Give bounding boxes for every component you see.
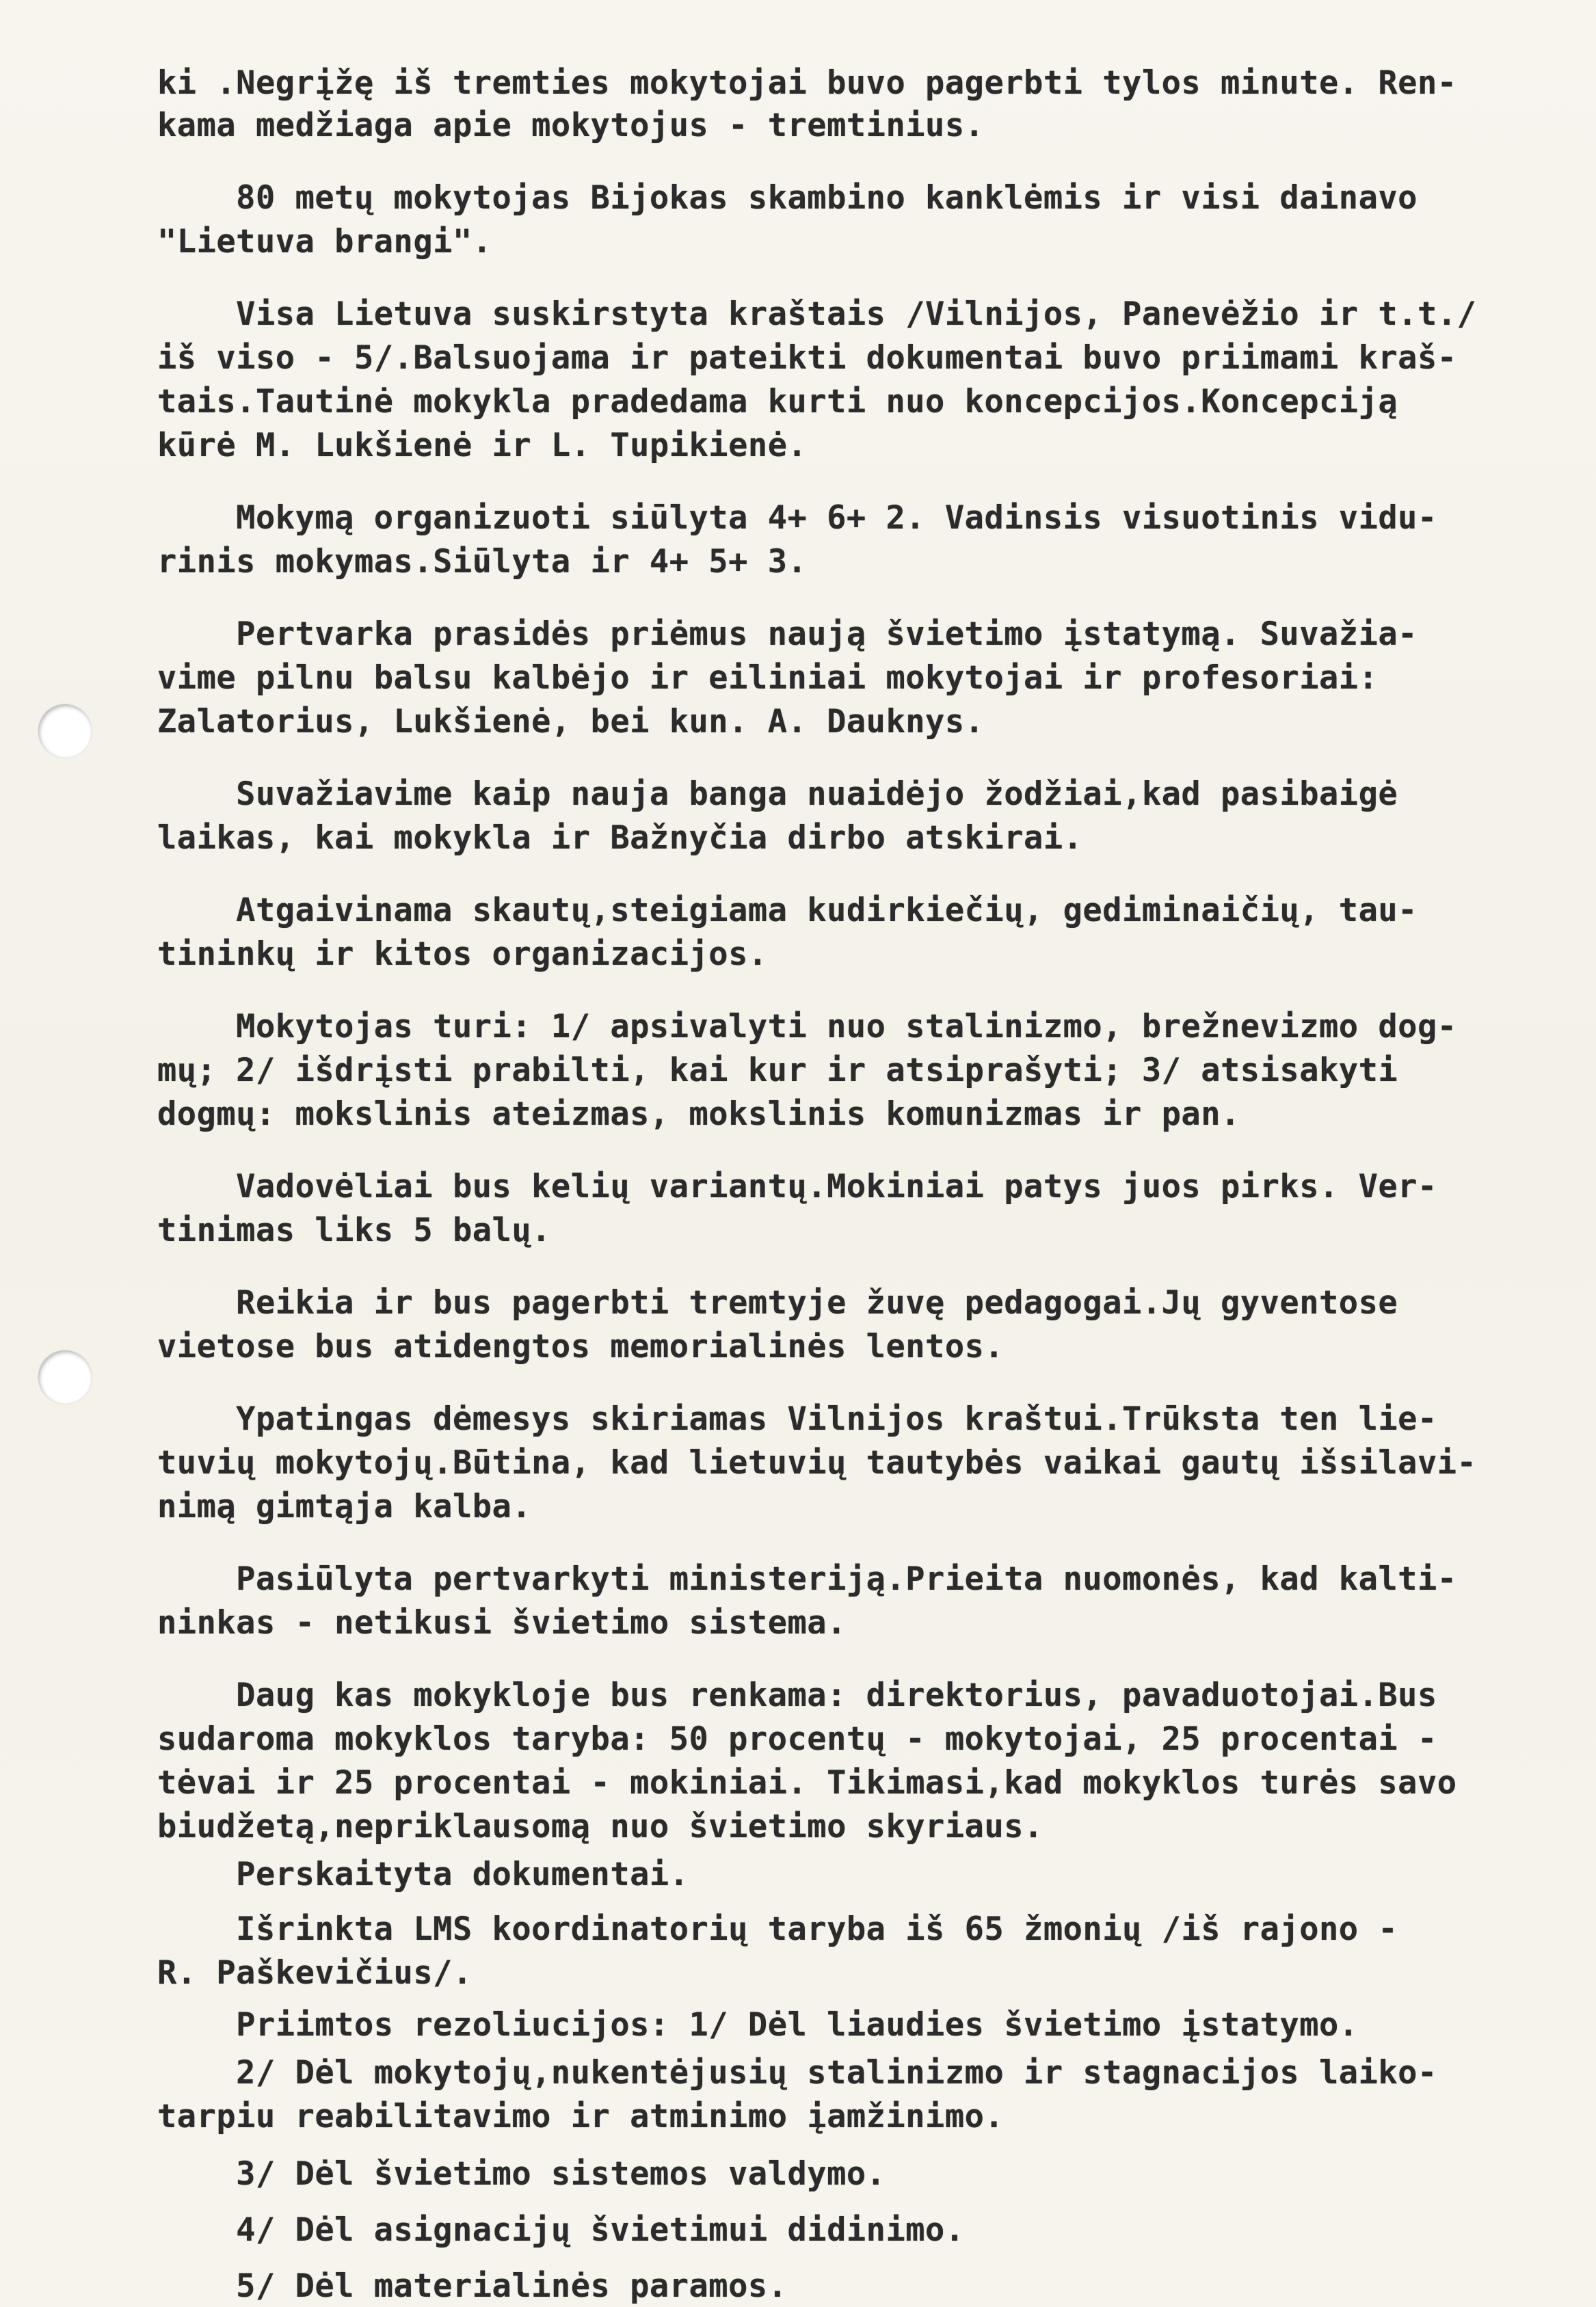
text-line: ki .Negrįžę iš tremties mokytojai buvo pagerbti tylos minute. Ren- [157,64,1457,102]
text-line: Perskaityta dokumentai. [157,1856,689,1893]
text-line: Išrinkta LMS koordinatorių taryba iš 65 žmonių /iš rajono - [157,1910,1398,1948]
text-line: mų; 2/ išdrįsti prabilti, kai kur ir atsiprašyti; 3/ atsisakyti [157,1052,1398,1089]
text-line: dogmų: mokslinis ateizmas, mokslinis komunizmas ir pan. [157,1095,1240,1133]
text-line: biudžetą,nepriklausomą nuo švietimo skyriaus. [157,1808,1043,1845]
text-line: tėvai ir 25 procentai - mokiniai. Tikimasi,kad mokyklos turės savo [157,1764,1457,1802]
text-line: Reikia ir bus pagerbti tremtyje žuvę pedagogai.Jų gyventose [157,1284,1398,1322]
text-line: Mokytojas turi: 1/ apsivalyti nuo stalinizmo, brežnevizmo dog- [157,1008,1457,1045]
text-line: Ypatingas dėmesys skiriamas Vilnijos kraštui.Trūksta ten lie- [157,1400,1437,1438]
text-line: kama medžiaga apie mokytojus - tremtinius. [157,107,985,144]
text-line: 80 metų mokytojas Bijokas skambino kanklėmis ir visi dainavo [157,179,1418,217]
text-line: Zalatorius, Lukšienė, bei kun. A. Dauknys. [157,703,985,741]
text-line: Daug kas mokykloje bus renkama: direktorius, pavaduotojai.Bus [157,1677,1437,1714]
text-line: R. Paškevičius/. [157,1954,473,1992]
text-line: Vadovėliai bus kelių variantų.Mokiniai patys juos pirks. Ver- [157,1168,1437,1205]
text-line: Pertvarka prasidės priėmus naują švietimo įstatymą. Suvažia- [157,615,1418,653]
text-line: Visa Lietuva suskirstyta kraštais /Vilnijos, Panevėžio ir t.t./ [157,295,1477,333]
text-line: kūrė M. Lukšienė ir L. Tupikienė. [157,427,808,464]
text-line: tarpiu reabilitavimo ir atminimo įamžinimo. [157,2098,1005,2135]
text-line: Pasiūlyta pertvarkyti ministeriją.Prieita nuomonės, kad kalti- [157,1560,1457,1598]
text-line: rinis mokymas.Siūlyta ir 4+ 5+ 3. [157,543,808,581]
text-line: tininkų ir kitos organizacijos. [157,935,768,973]
text-line: sudaroma mokyklos taryba: 50 procentų - mokytojai, 25 procentai - [157,1720,1437,1758]
text-line: Mokymą organizuoti siūlyta 4+ 6+ 2. Vadinsis visuotinis vidu- [157,499,1437,537]
text-line: 5/ Dėl materialinės paramos. [157,2267,788,2305]
text-line: tuvių mokytojų.Būtina, kad lietuvių tautybės vaikai gautų išsilavi- [157,1444,1477,1482]
punch-hole [38,704,92,758]
text-line: 3/ Dėl švietimo sistemos valdymo. [157,2155,886,2193]
text-line: tais.Tautinė mokykla pradedama kurti nuo koncepcijos.Koncepciją [157,383,1398,421]
text-line: "Lietuva brangi". [157,223,492,261]
text-line: Atgaivinama skautų,steigiama kudirkiečių, gediminaičių, tau- [157,892,1418,929]
text-line: laikas, kai mokykla ir Bažnyčia dirbo atskirai. [157,819,1083,857]
text-line: vietose bus atidengtos memorialinės lentos. [157,1328,1005,1365]
text-line: 2/ Dėl mokytojų,nukentėjusių stalinizmo ir stagnacijos laiko- [157,2054,1437,2092]
text-line: 4/ Dėl asignacijų švietimui didinimo. [157,2211,965,2249]
punch-hole [38,1350,92,1404]
text-line: iš viso - 5/.Balsuojama ir pateikti dokumentai buvo priimami kraš- [157,339,1457,377]
text-line: vime pilnu balsu kalbėjo ir eiliniai mokytojai ir profesoriai: [157,659,1379,697]
text-line: nimą gimtąja kalba. [157,1488,532,1525]
text-line: Priimtos rezoliucijos: 1/ Dėl liaudies švietimo įstatymo. [157,2006,1359,2044]
text-line: Suvažiavime kaip nauja banga nuaidėjo žodžiai,kad pasibaigė [157,775,1398,813]
text-line: ninkas - netikusi švietimo sistema. [157,1604,847,1642]
text-line: tinimas liks 5 balų. [157,1212,551,1249]
